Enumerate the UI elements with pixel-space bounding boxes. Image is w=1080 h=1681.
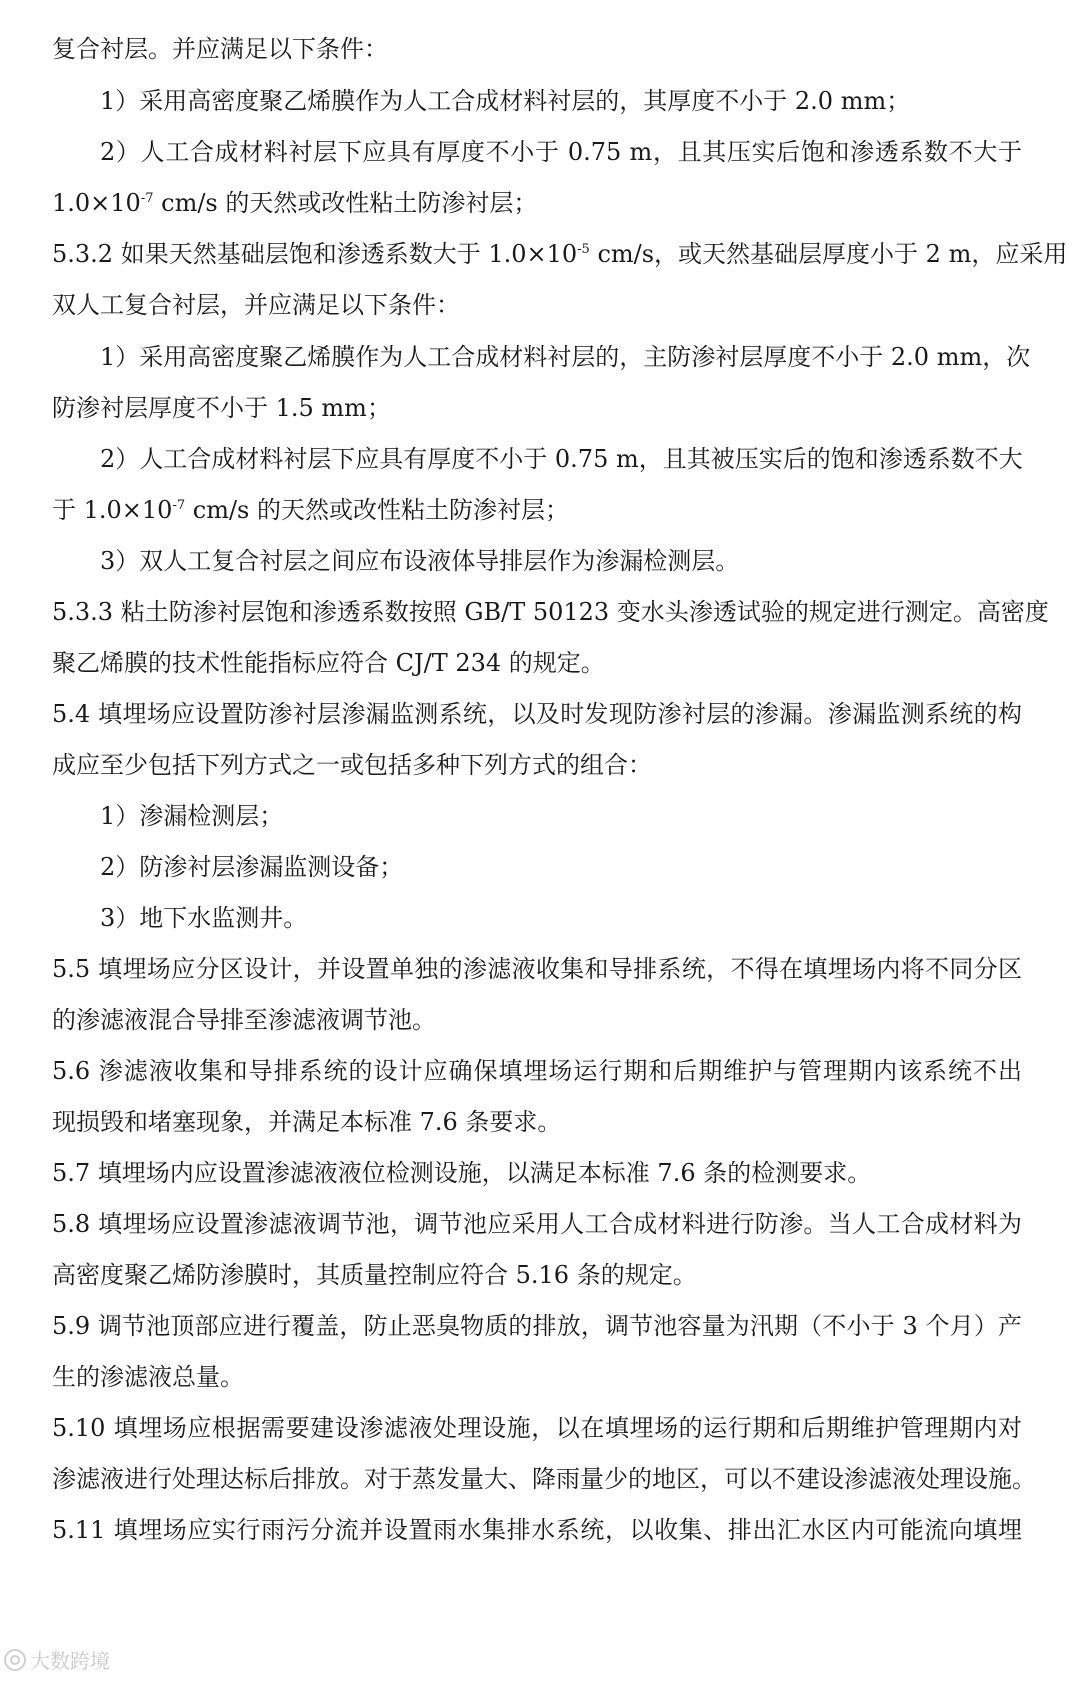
list-item: 1）渗漏检测层； [100,802,284,830]
clause-5-3-3: 5.3.3 粘土防渗衬层饱和渗透系数按照 GB/T 50123 变水头渗透试验的规定进行测定。高密度 [52,598,1049,626]
text-line: 的渗滤液混合导排至渗滤液调节池。 [52,1006,436,1034]
list-item: 3）双人工复合衬层之间应布设液体导排层作为渗漏检测层。 [100,547,740,575]
text-line: 双人工复合衬层，并应满足以下条件： [52,291,460,319]
clause-5-5: 5.5 填埋场应分区设计，并设置单独的渗滤液收集和导排系统，不得在填埋场内将不同分区 [52,955,1022,983]
text-line: 高密度聚乙烯防渗膜时，其质量控制应符合 5.16 条的规定。 [52,1261,697,1289]
clause-5-7: 5.7 填埋场内应设置渗滤液液位检测设施，以满足本标准 7.6 条的检测要求。 [52,1159,872,1187]
clause-5-3-2: 5.3.2 如果天然基础层饱和渗透系数大于 $1.0\times 10^{-5}$ cm/s，或天然基础层厚度小于 2 m，应采用 [52,240,1068,268]
clause-5-10: 5.10 填埋场应根据需要建设渗滤液处理设施，以在填埋场的运行期和后期维护管理期内对 [52,1414,1022,1442]
list-item: 2）防渗衬层渗漏监测设备； [100,853,404,881]
text-line: 防渗衬层厚度不小于 1.5 mm； [52,394,391,422]
text-line: 聚乙烯膜的技术性能指标应符合 CJ/T 234 的规定。 [52,649,605,677]
clause-5-8: 5.8 填埋场应设置渗滤液调节池，调节池应采用人工合成材料进行防渗。当人工合成材料为 [52,1210,1022,1238]
clause-5-4: 5.4 填埋场应设置防渗衬层渗漏监测系统，以及时发现防渗衬层的渗漏。渗漏监测系统的构 [52,700,1022,728]
text-line: 成应至少包括下列方式之一或包括多种下列方式的组合： [52,751,652,779]
list-item: 2）人工合成材料衬层下应具有厚度不小于 0.75 m，且其被压实后的饱和渗透系数不大 [100,445,1023,473]
list-item: 1）采用高密度聚乙烯膜作为人工合成材料衬层的，主防渗衬层厚度不小于 2.0 mm，次 [100,343,1031,371]
list-item: 2）人工合成材料衬层下应具有厚度不小于 0.75 m，且其压实后饱和渗透系数不大于 [100,138,1022,166]
text-line: 于 $1.0\times 10^{-7}$ cm/s 的天然或改性粘土防渗衬层； [52,496,569,524]
clause-5-11: 5.11 填埋场应实行雨污分流并设置雨水集排水系统，以收集、排出汇水区内可能流向填埋 [52,1516,1022,1544]
clause-5-6: 5.6 渗滤液收集和导排系统的设计应确保填埋场运行期和后期维护与管理期内该系统不出 [52,1057,1022,1085]
watermark-logo-icon [4,1649,26,1671]
text-line: $1.0\times 10^{-7}$ cm/s 的天然或改性粘土防渗衬层； [52,189,538,217]
text-line: 复合衬层。并应满足以下条件： [52,35,388,63]
watermark-text: 大数跨境 [30,1649,110,1673]
list-item: 1）采用高密度聚乙烯膜作为人工合成材料衬层的，其厚度不小于 2.0 mm； [100,87,911,115]
watermark [4,1645,110,1674]
clause-5-9: 5.9 调节池顶部应进行覆盖，防止恶臭物质的排放，调节池容量为汛期（不小于 3 个月）产 [52,1312,1022,1340]
text-line: 渗滤液进行处理达标后排放。对于蒸发量大、降雨量少的地区，可以不建设渗滤液处理设施。 [52,1465,1036,1493]
list-item: 3）地下水监测井。 [100,904,308,932]
text-line: 生的渗滤液总量。 [52,1363,244,1391]
text-line: 现损毁和堵塞现象，并满足本标准 7.6 条要求。 [52,1108,562,1136]
